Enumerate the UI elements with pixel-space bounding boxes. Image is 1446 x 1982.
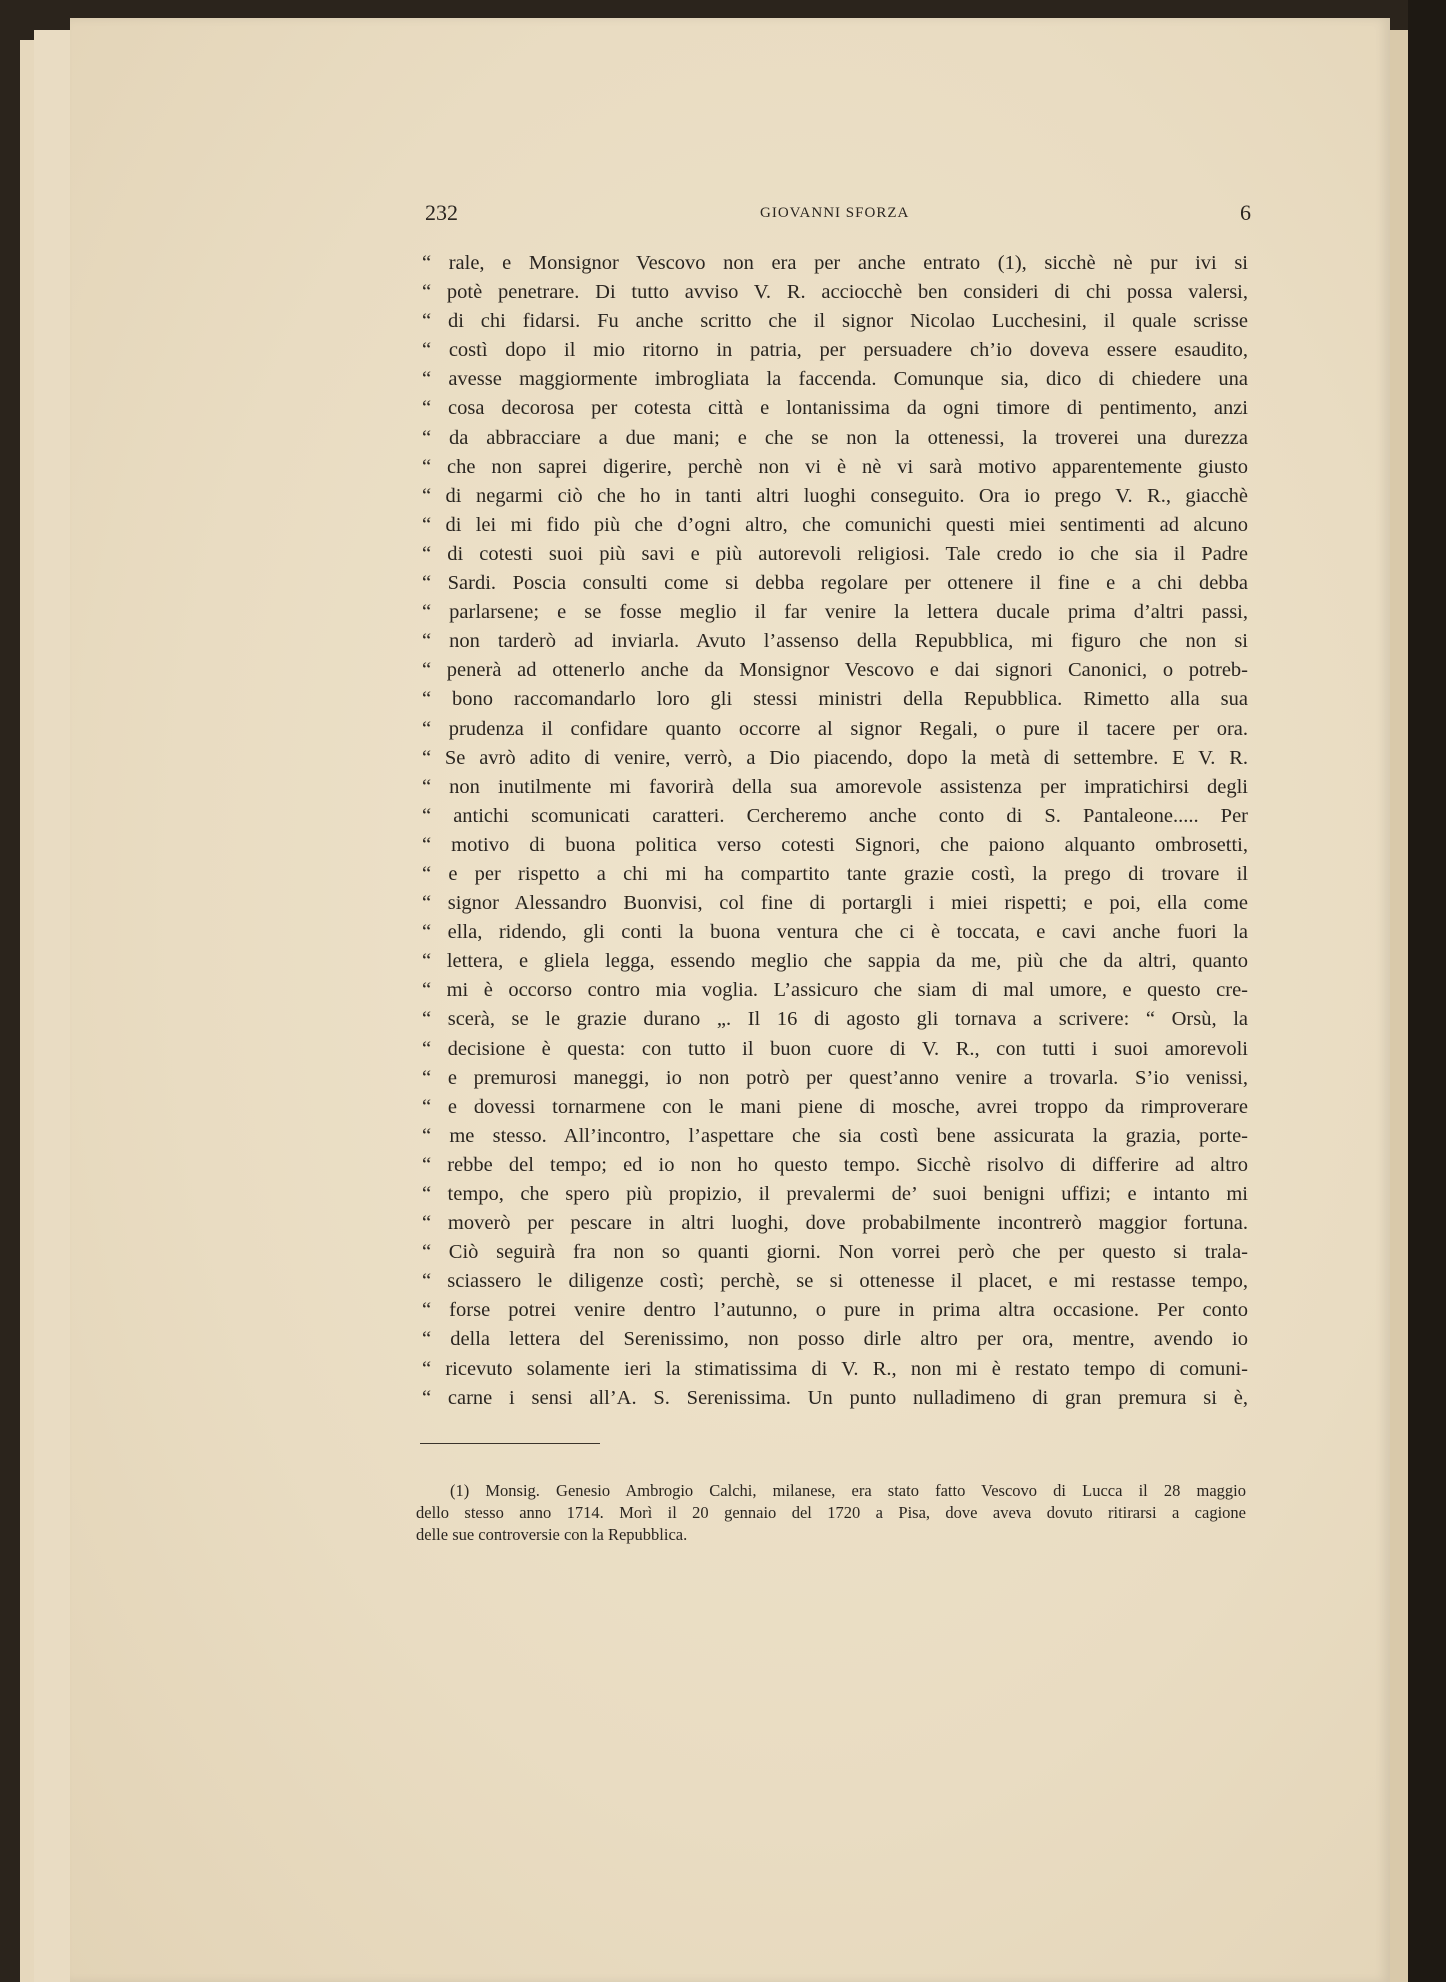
text-line: “ di lei mi fido più che d’ogni altro, che comunichi questi miei sentimenti ad alcuno	[422, 513, 1248, 536]
text-line: “ e dovessi tornarmene con le mani piene di mosche, avrei troppo da rimproverare	[422, 1095, 1248, 1118]
text-line: “ e per rispetto a chi mi ha compartito tante grazie costì, la prego di trovare il	[422, 862, 1248, 885]
running-head: GIOVANNI SFORZA	[760, 205, 910, 221]
text-line: “ me stesso. All’incontro, l’aspettare che sia costì bene assicurata la grazia, porte-	[422, 1124, 1248, 1147]
text-line: “ cosa decorosa per cotesta città e lontanissima da ogni timore di pentimento, anzi	[422, 397, 1248, 420]
text-line: “ Se avrò adito di venire, verrò, a Dio piacendo, dopo la metà di settembre. E V. R.	[422, 746, 1248, 769]
book-binding	[1408, 0, 1446, 1982]
text-line: “ tempo, che spero più propizio, il prevalermi de’ suoi benigni uffizi; e intanto mi	[422, 1183, 1248, 1205]
text-line: “ Sardi. Poscia consulti come si debba regolare per ottenere il fine e a chi debba	[422, 572, 1248, 595]
page-edge-right	[1390, 30, 1408, 1982]
section-number: 6	[1240, 200, 1251, 225]
footnote-line: delle sue controversie con la Repubblica.	[416, 1525, 688, 1544]
footnote-line: dello stesso anno 1714. Morì il 20 gennaio del 1720 a Pisa, dove aveva dovuto ritirarsi a cagione	[416, 1503, 1246, 1522]
text-line: “ Ciò seguirà fra non so quanti giorni. Non vorrei però che per questo si trala-	[422, 1241, 1248, 1264]
text-line: “ forse potrei venire dentro l’autunno, o pure in prima altra occasione. Per conto	[422, 1299, 1248, 1322]
text-line: “ di chi fidarsi. Fu anche scritto che il signor Nicolao Lucchesini, il quale scrisse	[422, 310, 1248, 333]
text-line: “ di negarmi ciò che ho in tanti altri luoghi conseguito. Ora io prego V. R., giacchè	[422, 484, 1248, 507]
text-line: “ antichi scomunicati caratteri. Cercheremo anche conto di S. Pantaleone..... Per	[422, 804, 1248, 827]
text-line: “ signor Alessandro Buonvisi, col fine di portargli i miei rispetti; e poi, ella come	[422, 892, 1248, 915]
text-line: “ rale, e Monsignor Vescovo non era per anche entrato (1), sicchè nè pur ivi si	[422, 252, 1248, 274]
footnote-line: (1) Monsig. Genesio Ambrogio Calchi, milanese, era stato fatto Vescovo di Lucca il 28 maggio	[450, 1481, 1246, 1500]
text-line: “ penerà ad ottenerlo anche da Monsignor Vescovo e dai signori Canonici, o potreb-	[422, 659, 1248, 682]
text-line: “ bono raccomandarlo loro gli stessi ministri della Repubblica. Rimetto alla sua	[422, 688, 1248, 711]
text-line: “ prudenza il confidare quanto occorre al signor Regali, o pure il tacere per ora.	[422, 717, 1248, 740]
footnote	[416, 1480, 1246, 1546]
text-line: “ carne i sensi all’A. S. Serenissima. Un punto nulladimeno di gran premura si è,	[422, 1386, 1248, 1409]
text-line: “ moverò per pescare in altri luoghi, dove probabilmente incontrerò maggior fortuna.	[422, 1212, 1248, 1235]
text-line: “ motivo di buona politica verso cotesti Signori, che paiono alquanto ombrosetti,	[422, 833, 1248, 856]
text-line: “ decisione è questa: con tutto il buon cuore di V. R., con tutti i suoi amorevoli	[422, 1037, 1248, 1060]
text-line: “ che non saprei digerire, perchè non vi è nè vi sarà motivo apparentemente giusto	[422, 455, 1248, 478]
text-line: “ lettera, e gliela legga, essendo meglio che sappia da me, più che da altri, quanto	[422, 950, 1248, 973]
text-line: “ sciassero le diligenze costì; perchè, se si ottenesse il placet, e mi restasse tempo,	[422, 1270, 1248, 1293]
text-line: “ parlarsene; e se fosse meglio il far venire la lettera ducale prima d’altri passi,	[422, 601, 1248, 624]
text-line: “ mi è occorso contro mia voglia. L’assicuro che siam di mal umore, e questo cre-	[422, 979, 1248, 1002]
text-line: “ scerà, se le grazie durano „. Il 16 di agosto gli tornava a scrivere: “ Orsù, la	[422, 1008, 1248, 1031]
text-line: “ rebbe del tempo; ed io non ho questo tempo. Sicchè risolvo di differire ad altro	[422, 1153, 1248, 1176]
text-line: “ della lettera del Serenissimo, non posso dirle altro per ora, mentre, avendo io	[422, 1328, 1248, 1351]
text-line: “ costì dopo il mio ritorno in patria, per persuadere ch’io doveva essere esaudito,	[422, 339, 1248, 362]
text-line: “ da abbracciare a due mani; e che se non la ottenessi, la troverei una durezza	[422, 426, 1248, 449]
body-text	[422, 249, 1248, 1413]
text-line: “ non tarderò ad inviarla. Avuto l’assenso della Repubblica, mi figuro che non si	[422, 630, 1248, 653]
text-line: “ avesse maggiormente imbrogliata la faccenda. Comunque sia, dico di chiedere una	[422, 368, 1248, 391]
text-line: “ e premurosi maneggi, io non potrò per quest’anno venire a trovarla. S’io venissi,	[422, 1066, 1248, 1089]
text-line: “ di cotesti suoi più savi e più autorevoli religiosi. Tale credo io che sia il Padre	[422, 542, 1248, 565]
text-line: “ non inutilmente mi favorirà della sua amorevole assistenza per impratichirsi degli	[422, 775, 1248, 798]
page-number: 232	[425, 200, 458, 225]
text-line: “ potè penetrare. Di tutto avviso V. R. acciocchè ben consideri di chi possa valersi,	[422, 281, 1248, 304]
text-line: “ ella, ridendo, gli conti la buona ventura che ci è toccata, e cavi anche fuori la	[422, 921, 1248, 944]
footnote-divider	[420, 1443, 600, 1444]
text-line: “ ricevuto solamente ieri la stimatissima di V. R., non mi è restato tempo di comuni-	[422, 1357, 1248, 1380]
